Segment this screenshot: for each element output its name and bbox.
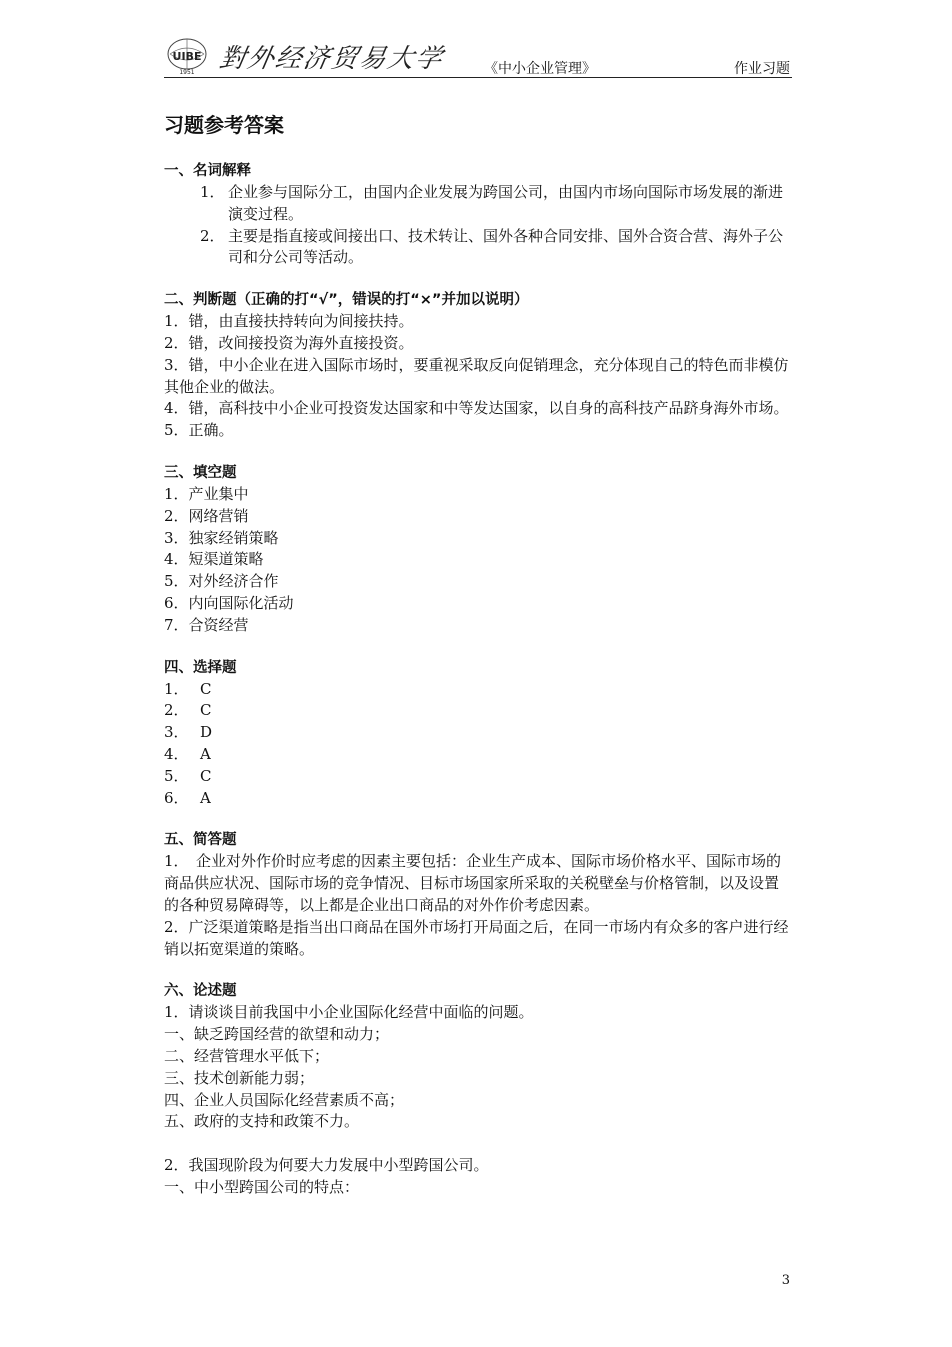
answer-line: 7．合资经营 xyxy=(164,615,249,634)
section-title: 六、论述题 xyxy=(164,983,237,1000)
item-number: 2． xyxy=(200,226,225,245)
choice-answer xyxy=(164,766,792,788)
answer-line: 一、中小型跨国公司的特点： xyxy=(164,1177,360,1196)
answer-line: 一、缺乏跨国经营的欲望和动力； xyxy=(164,1025,390,1044)
answer-line: 4．短渠道策略 xyxy=(164,550,264,569)
section-title: 五、简答题 xyxy=(164,832,237,849)
page-number: 3 xyxy=(781,1273,790,1288)
choice-letter: C xyxy=(200,766,212,785)
answer-line: 4．错，高科技中小企业可投资发达国家和中等发达国家，以自身的高科技产品跻身海外市场。 xyxy=(164,399,789,418)
page-header xyxy=(164,30,792,78)
answer-line: 6．内向国际化活动 xyxy=(164,593,294,612)
answer-line: 1．产业集中 xyxy=(164,484,249,503)
section-title: 一、名词解释 xyxy=(164,163,251,179)
paragraph-gap xyxy=(164,1133,792,1155)
section-essay xyxy=(164,980,792,1198)
item-number: 1． xyxy=(200,183,225,201)
list-item xyxy=(200,226,792,270)
choice-number: 2． xyxy=(164,701,189,720)
answer-line: 四、企业人员国际化经营素质不高； xyxy=(164,1090,405,1109)
header-rule xyxy=(164,77,792,78)
choice-answer xyxy=(164,788,792,810)
choice-number: 1． xyxy=(164,679,189,698)
university-logo-icon xyxy=(164,36,210,76)
doc-type: 作业习题 xyxy=(734,61,790,77)
choice-letter: A xyxy=(200,788,211,807)
answer-line: 2．我国现阶段为何要大力发展中小型跨国公司。 xyxy=(164,1156,489,1175)
section-short-answer xyxy=(164,829,792,960)
section-true-false xyxy=(164,289,792,442)
choice-answer xyxy=(164,679,792,701)
choice-number: 5． xyxy=(164,766,189,785)
choice-answer xyxy=(164,722,792,744)
answer-paragraph: 2．广泛渠道策略是指当出口商品在国外市场打开局面之后，在同一市场内有众多的客户进行经销以拓宽渠道的策略。 xyxy=(164,917,789,958)
section-multiple-choice xyxy=(164,657,792,810)
answer-line: 2．错，改间接投资为海外直接投资。 xyxy=(164,333,414,352)
answer-line: 三、技术创新能力弱； xyxy=(164,1068,315,1087)
choice-letter: A xyxy=(200,744,211,763)
section-definitions xyxy=(164,160,792,269)
choice-number: 6． xyxy=(164,788,189,807)
choice-letter: C xyxy=(200,701,212,720)
section-title: 三、填空题 xyxy=(164,464,237,481)
page-title: 习题参考答案 xyxy=(164,113,284,137)
answer-line: 3．错，中小企业在进入国际市场时，要重视采取反向促销理念，充分体现自己的特色而非模仿其他企业的做法。 xyxy=(164,355,789,396)
answer-line: 5．正确。 xyxy=(164,421,234,440)
svg-text:1951: 1951 xyxy=(179,69,195,76)
section-title: 四、选择题 xyxy=(164,659,237,676)
university-name: 對外经济贸易大学 xyxy=(216,44,447,74)
item-text: 企业参与国际分工，由国内企业发展为跨国公司，由国内市场向国际市场发展的渐进演变过程。 xyxy=(228,183,784,223)
answer-line: 1．错，由直接扶持转向为间接扶持。 xyxy=(164,312,414,331)
answer-paragraph: 1． 企业对外作价时应考虑的因素主要包括：企业生产成本、国际市场价格水平、国际市场的商品供应状况、国际市场的竞争情况、目标市场国家所采取的关税壁垒与价格管制，以及设置的各种贸易障碍等，以上都是企业出口商品的对外作价考虑因素。 xyxy=(164,852,782,914)
course-title: 《中小企业管理》 xyxy=(484,61,596,77)
item-text: 主要是指直接或间接出口、技术转让、国外各种合同安排、国外合资合营、海外子公司和分公司等活动。 xyxy=(228,226,784,267)
choice-letter: D xyxy=(200,723,213,742)
section-fill-blank xyxy=(164,462,792,637)
definitions-list xyxy=(164,182,792,269)
section-title: 二、判断题（正确的打“√”，错误的打“×”并加以说明） xyxy=(164,292,529,309)
answer-line: 5．对外经济合作 xyxy=(164,572,279,591)
document-body xyxy=(164,112,792,1219)
answer-line: 五、政府的支持和政策不力。 xyxy=(164,1112,360,1131)
choice-answer xyxy=(164,744,792,766)
answer-line: 1．请谈谈目前我国中小企业国际化经营中面临的问题。 xyxy=(164,1003,534,1022)
answer-line: 2．网络营销 xyxy=(164,506,249,525)
choice-answer xyxy=(164,700,792,722)
choice-letter: C xyxy=(200,679,212,698)
choice-number: 4． xyxy=(164,744,189,763)
answer-line: 3．独家经销策略 xyxy=(164,528,279,547)
answer-line: 二、经营管理水平低下； xyxy=(164,1046,330,1065)
choice-number: 3． xyxy=(164,723,189,742)
svg-text:UIBE: UIBE xyxy=(172,50,202,63)
list-item xyxy=(200,182,792,226)
